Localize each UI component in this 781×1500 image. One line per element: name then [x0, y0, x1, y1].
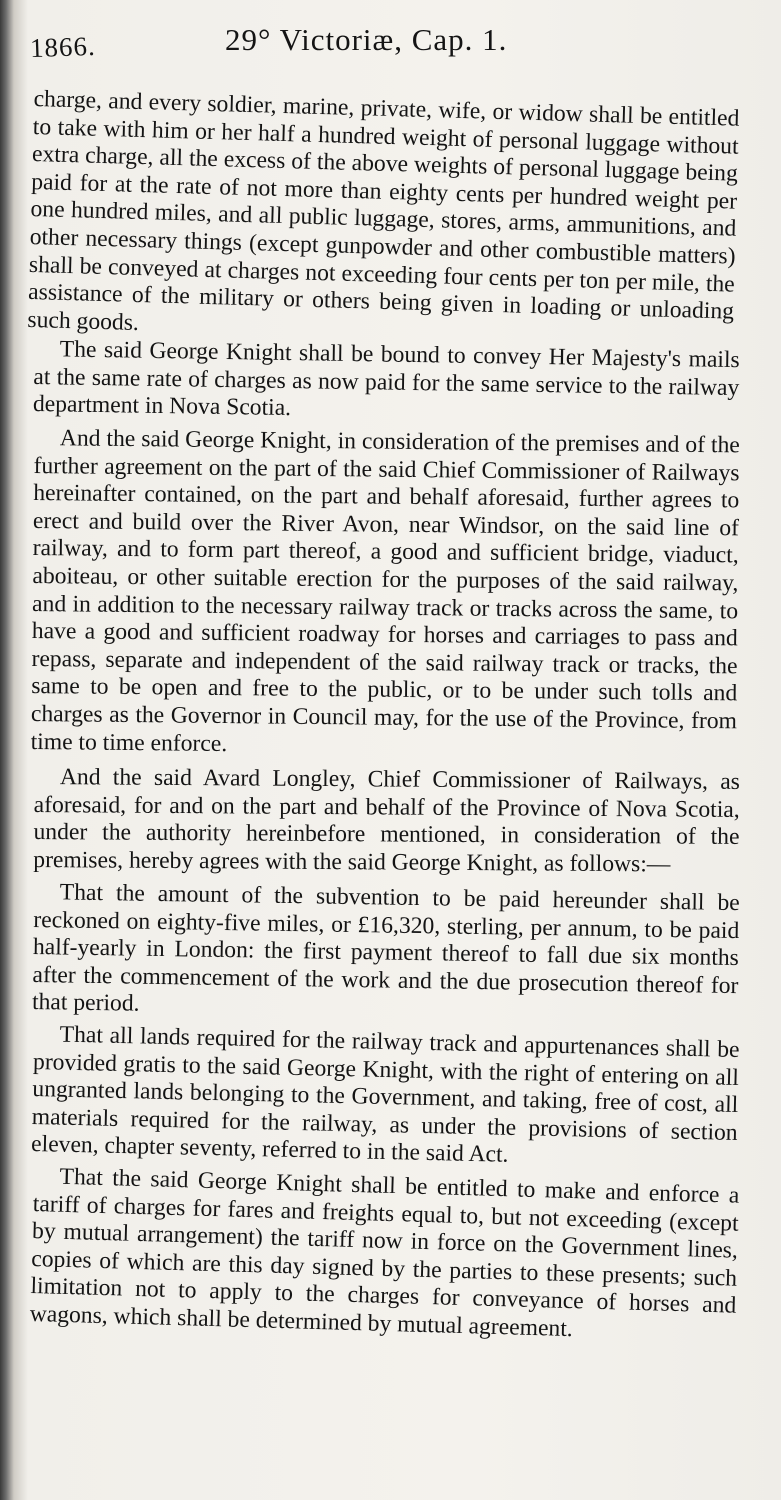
paragraph-mails: The said George Knight shall be bound to convey Her Majesty's mails at the same rate of charges as now paid for the same service to the railway department in Nova Scotia.: [32, 336, 740, 422]
paragraph-commissioner-agreement: And the said Avard Longley, Chief Commissioner of Railways, as aforesaid, for and on the part and behalf of the Province of Nova Scotia, under the authority hereinbefore mentioned, in consideration of the premises, hereby agrees with the said George Knight, as follows:—: [33, 764, 740, 878]
page-year: 1866.: [29, 30, 97, 64]
paragraph-tariff: That the said George Knight shall be entitled to make and enforce a tariff of charges for fares and freights equal to, but not exceeding (except by mutual arrangement) the tariff now in force on the Government lines, copies of which are this day signed by the parties to these presents; such limitation not to apply to the charges for conveyance of horses and wagons, which shall be determined by mutual agreement.: [29, 1163, 740, 1342]
paragraph-avon-bridge: And the said George Knight, in consideration of the premises and of the further agreement on the part of the said Chief Commissioner of Railways hereinafter contained, on the part and behalf aforesaid, further agrees to erect and build over the River Avon, near Windsor, on the said line of railway, and to form part thereof, a good and sufficient bridge, viaduct, aboiteau, or other suitable erection for the purposes of the said railway, and in addition to the necessary railway track or tracks across the same, to have a good and sufficient roadway for horses and carriages to pass and repass, separate and independent of the said railway track or tracks, the same to be open and free to the public, or to be under such tolls and charges as the Governor in Council may, for the use of the Province, from time to time enforce.: [30, 425, 740, 757]
page-header: [30, 18, 750, 68]
paragraph-subvention: That the amount of the subvention to be paid hereunder shall be reckoned on eighty-five miles, or £16,320, sterling, per annum, to be paid half-yearly in London: the first payment thereof to fall due six months after the commencement of the work and the due prosecution thereof for that period.: [31, 879, 740, 1017]
paragraph-luggage-charges: charge, and every soldier, marine, private, wife, or widow shall be entitled to take with him or her half a hundred weight of personal luggage without extra charge, all the excess of the above weights of personal luggage being paid for at the rate of not more than eighty cents per hundred weight per one hundred miles, and all public luggage, stores, arms, ammunitions, and other necessary things (except gunpowder and other combustible matters) shall be conveyed at charges not exceeding four cents per ton per mile, the assistance of the military or others being given in loading or unloading such goods.: [27, 86, 740, 336]
running-title: 29° Victoriæ, Cap. 1.: [225, 22, 508, 57]
body-text: [27, 86, 740, 1342]
paragraph-lands: That all lands required for the railway track and appurtenances shall be provided gratis to the said George Knight, with the right of entering on all ungranted lands belonging to the Government, and taking, free of cost, all materials required for the railway, as under the provisions of section eleven, chapter seventy, referred to in the said Act.: [30, 1021, 740, 1168]
